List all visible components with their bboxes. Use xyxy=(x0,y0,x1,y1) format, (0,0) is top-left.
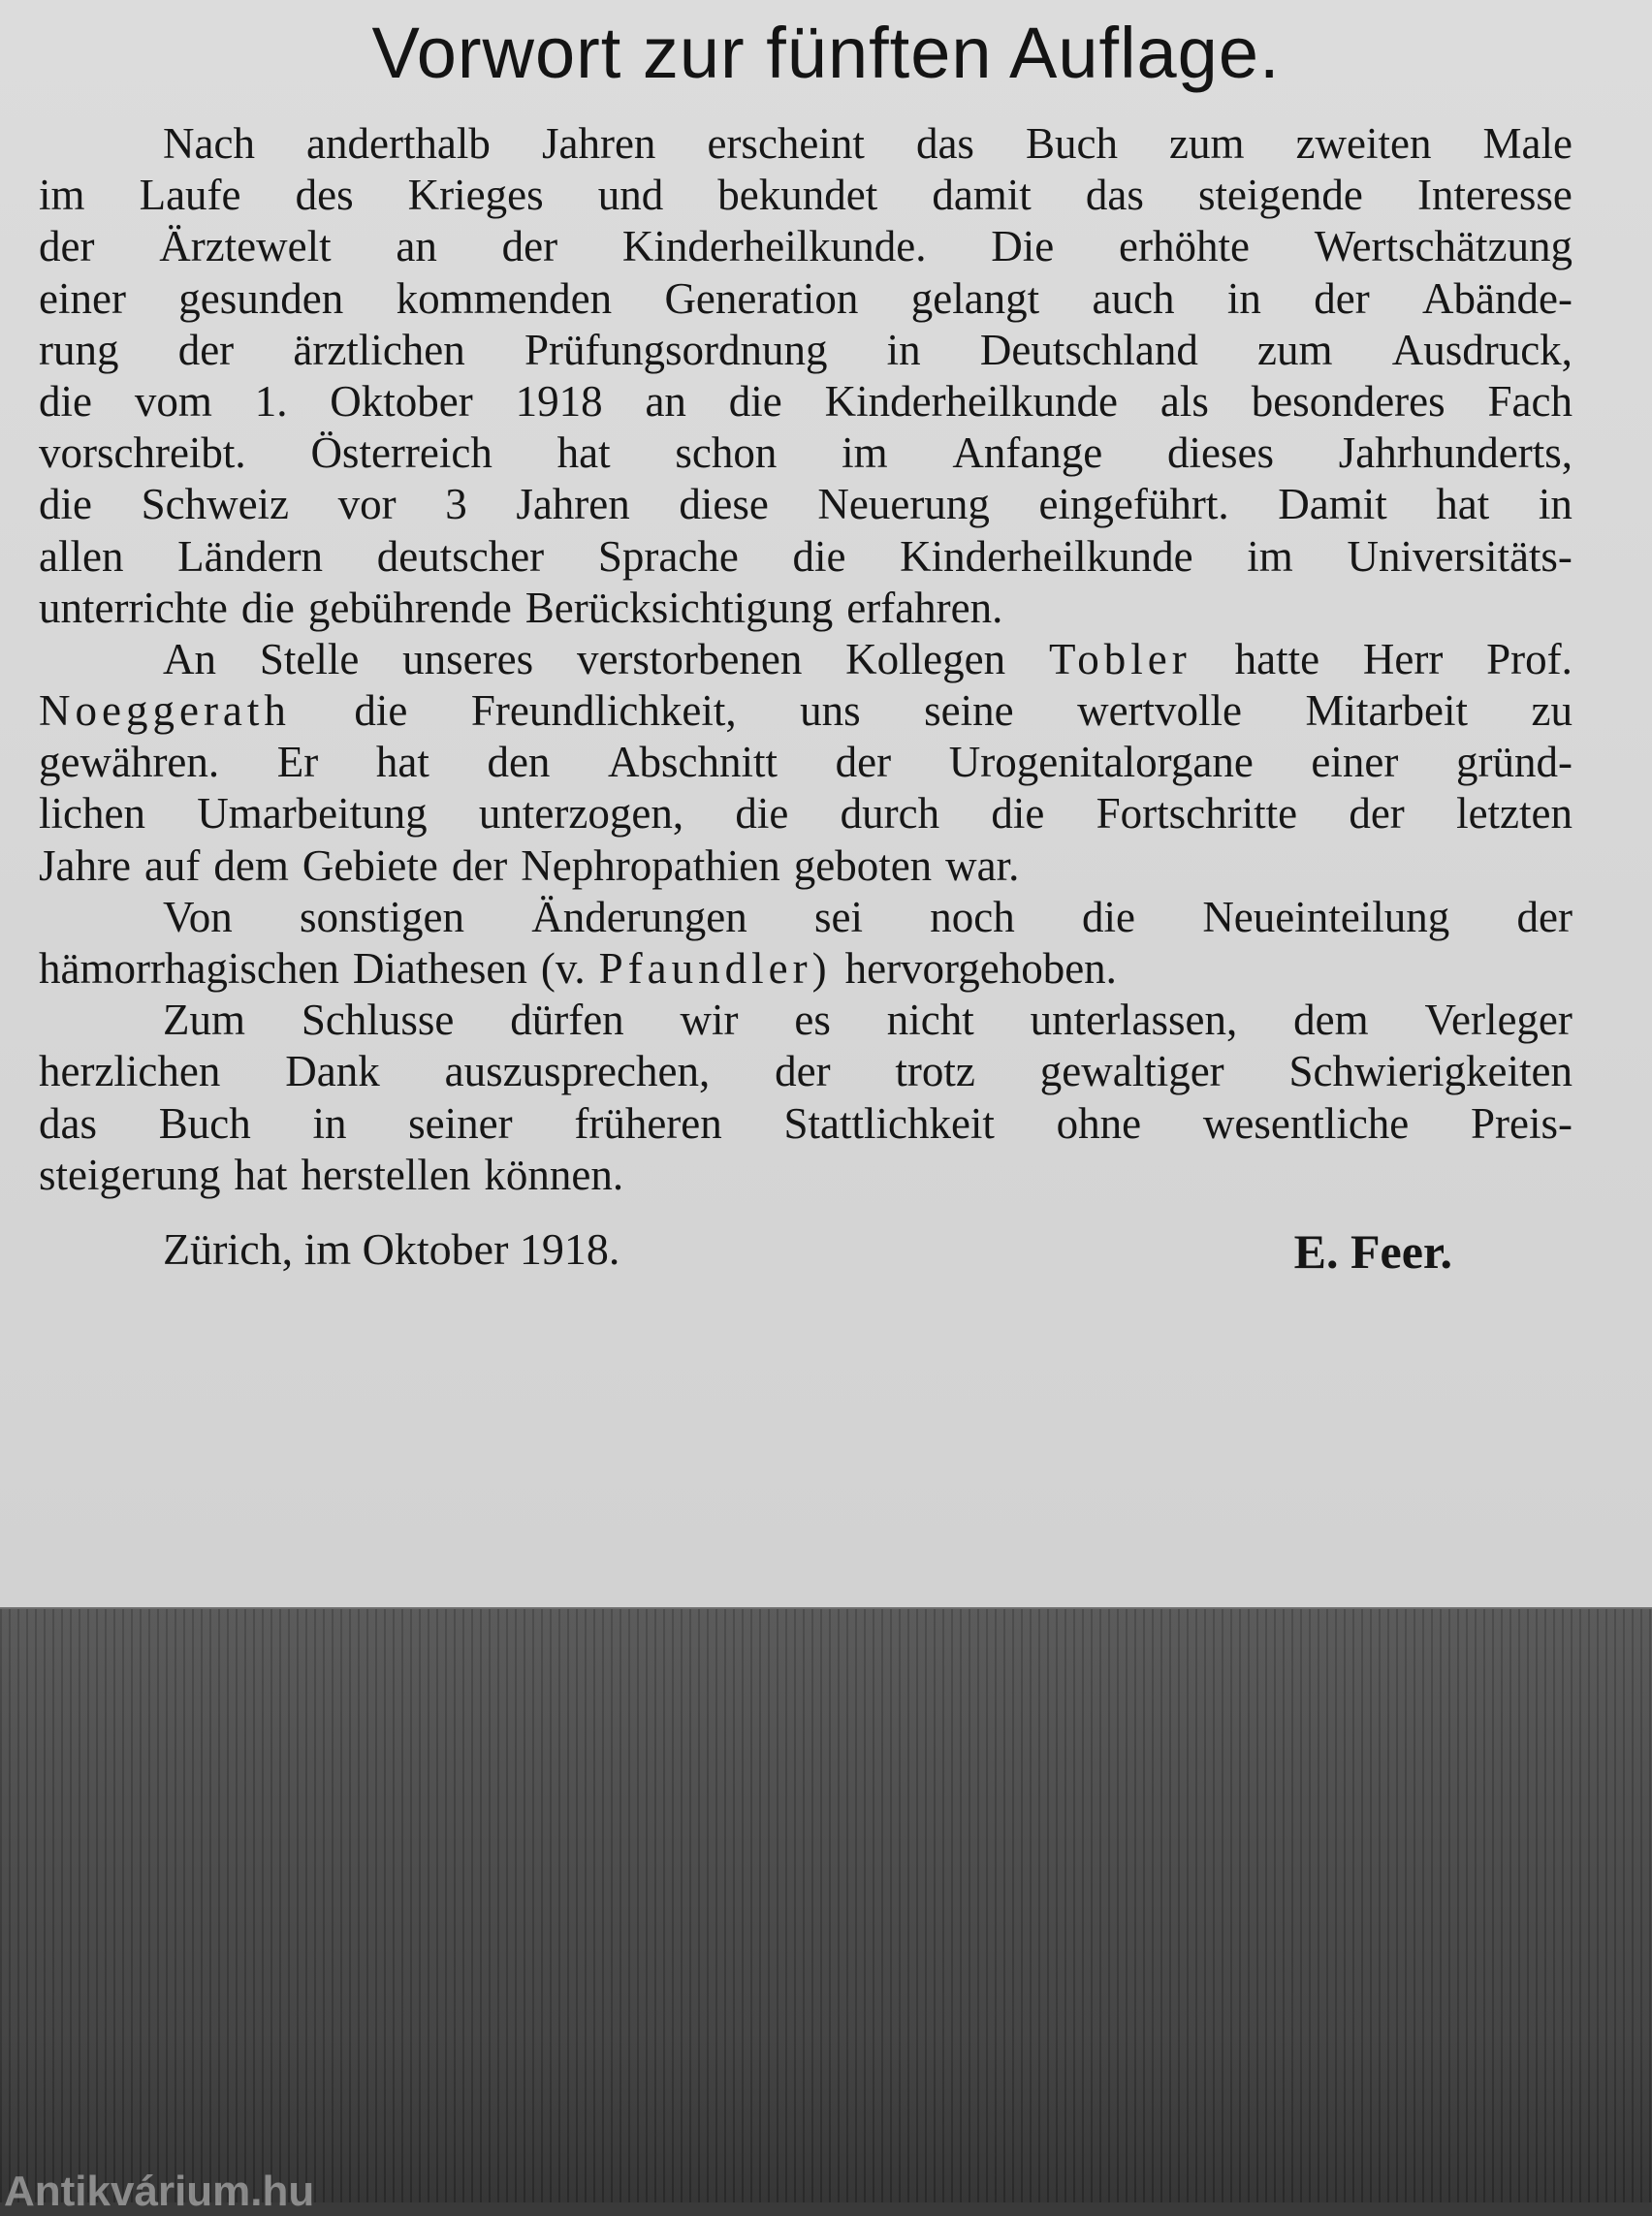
word: lichen xyxy=(39,789,145,839)
word: gewähren. xyxy=(39,738,220,787)
word: Jahrhunderts, xyxy=(1338,428,1573,478)
text-line xyxy=(39,583,1573,634)
word: Stelle xyxy=(259,634,360,683)
word: zum xyxy=(1169,119,1245,168)
word: Fach xyxy=(1487,376,1573,426)
word: und xyxy=(597,171,664,220)
text-line xyxy=(39,118,1573,170)
word: der xyxy=(1314,273,1370,323)
word: Gebiete xyxy=(302,840,438,890)
word: anderthalb xyxy=(306,119,491,168)
word: Die xyxy=(991,222,1055,271)
word: dürfen xyxy=(510,996,624,1045)
word: in xyxy=(1226,273,1261,323)
word: an xyxy=(645,376,686,426)
word: der xyxy=(1349,789,1405,839)
text-line xyxy=(39,273,1573,325)
word: geboten xyxy=(793,840,933,890)
word: hat xyxy=(375,738,429,787)
text-line xyxy=(39,1046,1573,1097)
word: letzten xyxy=(1456,789,1573,839)
word: gebührende xyxy=(307,583,512,632)
word: 3 xyxy=(445,480,467,529)
word: 1918 xyxy=(515,376,603,426)
word: diese xyxy=(679,480,769,529)
word: das xyxy=(1085,171,1144,220)
word: an xyxy=(396,222,437,271)
word: zum xyxy=(1257,325,1333,374)
preface-body xyxy=(39,118,1573,1201)
word: gewaltiger xyxy=(1039,1047,1224,1096)
text-line xyxy=(39,1098,1573,1150)
word: Anfange xyxy=(952,428,1103,478)
word: Jahre xyxy=(39,840,131,890)
word: im xyxy=(39,171,85,220)
word: Krieges xyxy=(407,171,544,220)
word: deutscher xyxy=(376,531,545,581)
word: die xyxy=(728,376,782,426)
word: herstellen xyxy=(301,1150,471,1199)
word: die xyxy=(1082,892,1136,941)
word: Oktober xyxy=(330,376,473,426)
word: die xyxy=(354,686,408,736)
word: die xyxy=(735,789,789,839)
word: seiner xyxy=(408,1098,513,1148)
word: ohne xyxy=(1056,1098,1142,1148)
word: Schwierigkeiten xyxy=(1288,1047,1573,1096)
word: Österreich xyxy=(310,428,492,478)
place-date: Zürich, im Oktober 1918. xyxy=(163,1224,620,1274)
word: im xyxy=(842,428,888,478)
word: Kollegen xyxy=(845,634,1006,683)
word: zu xyxy=(1531,686,1573,736)
word: Freundlichkeit, xyxy=(470,686,737,736)
word: das xyxy=(915,119,974,168)
word: Schlusse xyxy=(301,996,455,1045)
word: steigende xyxy=(1197,171,1363,220)
word: Diathesen xyxy=(352,944,527,993)
word: den xyxy=(487,738,551,787)
word: eingeführt. xyxy=(1038,480,1229,529)
word: Prof. xyxy=(1486,634,1573,683)
word: gesunden xyxy=(178,273,344,323)
word: die xyxy=(39,376,92,426)
word: die xyxy=(39,480,92,529)
text-line xyxy=(39,737,1573,788)
word: vom xyxy=(134,376,212,426)
word: gründ- xyxy=(1455,738,1573,787)
word: der xyxy=(177,325,235,374)
word: hat xyxy=(556,428,611,478)
word: Neuerung xyxy=(817,480,990,529)
word: der xyxy=(835,738,892,787)
word: ärztlichen xyxy=(293,325,465,374)
word: Umarbeitung xyxy=(197,789,428,839)
word: zweiten xyxy=(1295,119,1432,168)
word: Noeggerath xyxy=(39,686,291,736)
word: der xyxy=(1516,892,1573,941)
word: Mitarbeit xyxy=(1305,686,1468,736)
word: Herr xyxy=(1362,634,1444,683)
word: Preis- xyxy=(1471,1098,1573,1148)
word: die xyxy=(991,789,1045,839)
text-line xyxy=(39,531,1573,583)
word: Buch xyxy=(158,1098,251,1148)
word: Sprache xyxy=(597,531,739,581)
word: Stattlichkeit xyxy=(783,1098,995,1148)
text-line xyxy=(39,685,1573,737)
word: auch xyxy=(1092,273,1175,323)
word: wertvolle xyxy=(1077,686,1243,736)
word: des xyxy=(295,171,354,220)
word: Er xyxy=(276,738,319,787)
word: war. xyxy=(945,840,1020,890)
word: der xyxy=(451,840,508,890)
word: Urogenitalorgane xyxy=(948,738,1254,787)
text-line xyxy=(39,1150,1573,1201)
word: trotz xyxy=(895,1047,975,1096)
text-line xyxy=(39,943,1573,995)
word: Kinderheilkunde. xyxy=(621,222,927,271)
word: Buch xyxy=(1025,119,1118,168)
text-line xyxy=(39,840,1573,892)
word: sonstigen xyxy=(299,892,464,941)
word: besonderes xyxy=(1251,376,1446,426)
word: hervorgehoben. xyxy=(844,944,1117,993)
word: gelangt xyxy=(910,273,1040,323)
text-line xyxy=(39,788,1573,839)
word: Kinderheilkunde xyxy=(824,376,1119,426)
word: damit xyxy=(932,171,1032,220)
closing-line xyxy=(163,1223,1452,1280)
word: Male xyxy=(1482,119,1573,168)
word: auszusprechen, xyxy=(444,1047,711,1096)
word: Zum xyxy=(163,996,245,1045)
word: Abschnitt xyxy=(608,738,778,787)
text-line xyxy=(39,634,1573,685)
word: in xyxy=(886,325,921,374)
word: An xyxy=(163,634,216,683)
word: Universitäts- xyxy=(1347,531,1573,581)
word: unterlassen, xyxy=(1030,996,1238,1045)
word: dieses xyxy=(1167,428,1275,478)
word: rung xyxy=(39,325,119,374)
text-line xyxy=(39,221,1573,272)
text-line xyxy=(39,479,1573,530)
word: der xyxy=(775,1047,831,1096)
watermark-text: Antikvárium.hu xyxy=(4,2168,315,2215)
word: Jahren xyxy=(541,119,656,168)
word: 1. xyxy=(254,376,288,426)
word: vor xyxy=(337,480,397,529)
word: unterrichte xyxy=(39,583,228,632)
word: Dank xyxy=(285,1047,380,1096)
page-title: Vorwort zur fünften Auflage. xyxy=(371,13,1281,93)
text-line xyxy=(39,427,1573,479)
word: die xyxy=(792,531,846,581)
word: Interesse xyxy=(1416,171,1573,220)
word: Fortschritte xyxy=(1096,789,1298,839)
word: schon xyxy=(675,428,778,478)
word: Nephropathien xyxy=(521,840,780,890)
word: seine xyxy=(924,686,1014,736)
word: verstorbenen xyxy=(576,634,803,683)
word: Kinderheilkunde xyxy=(900,531,1193,581)
word: Ärztewelt xyxy=(159,222,332,271)
word: sei xyxy=(814,892,863,941)
word: erfahren. xyxy=(846,583,1003,632)
word: allen xyxy=(39,531,124,581)
word: der xyxy=(39,222,95,271)
word: in xyxy=(312,1098,347,1148)
word: durch xyxy=(840,789,940,839)
word: Jahren xyxy=(516,480,630,529)
word: Neueinteilung xyxy=(1202,892,1450,941)
text-line xyxy=(39,995,1573,1046)
word: kommenden xyxy=(396,273,613,323)
word: Nach xyxy=(163,119,255,168)
word: hatte xyxy=(1234,634,1320,683)
word: (v. xyxy=(540,944,586,993)
text-line xyxy=(39,325,1573,376)
word: herzlichen xyxy=(39,1047,221,1096)
text-line xyxy=(39,376,1573,427)
word: hat xyxy=(1436,480,1490,529)
word: bekundet xyxy=(717,171,878,220)
word: Prüfungsordnung xyxy=(524,325,828,374)
word: der xyxy=(501,222,558,271)
word: Laufe xyxy=(139,171,241,220)
word: Berücksichtigung xyxy=(524,583,834,632)
word: steigerung xyxy=(39,1150,221,1199)
word: erscheint xyxy=(707,119,865,168)
word: dem xyxy=(1293,996,1369,1045)
word: Abände- xyxy=(1422,273,1573,323)
word: auf xyxy=(143,840,201,890)
word: die xyxy=(240,583,295,632)
background-surface xyxy=(0,1609,1652,2215)
word: im xyxy=(1247,531,1293,581)
word: früheren xyxy=(574,1098,722,1148)
word: Änderungen xyxy=(531,892,747,941)
word: Schweiz xyxy=(141,480,290,529)
word: vorschreibt. xyxy=(39,428,246,478)
author-signature: E. Feer. xyxy=(1293,1224,1452,1279)
word: erhöhte xyxy=(1119,222,1250,271)
word: unterzogen, xyxy=(478,789,684,839)
word: Damit xyxy=(1278,480,1387,529)
word: hämorrhagischen xyxy=(39,944,339,993)
word: noch xyxy=(930,892,1015,941)
word: Verleger xyxy=(1424,996,1573,1045)
word: Ländern xyxy=(177,531,324,581)
word: einer xyxy=(39,273,126,323)
word: Wertschätzung xyxy=(1314,222,1573,271)
word: hat xyxy=(234,1150,288,1199)
word: Pfaundler) xyxy=(598,944,832,993)
word: Ausdruck, xyxy=(1391,325,1573,374)
word: das xyxy=(39,1098,97,1148)
text-line xyxy=(39,170,1573,221)
word: Tobler xyxy=(1048,634,1191,683)
word: wir xyxy=(680,996,739,1045)
word: Deutschland xyxy=(979,325,1198,374)
word: können. xyxy=(484,1150,624,1199)
word: unseres xyxy=(402,634,534,683)
word: uns xyxy=(800,686,861,736)
word: einer xyxy=(1311,738,1399,787)
word: dem xyxy=(213,840,289,890)
word: es xyxy=(794,996,831,1045)
word: Generation xyxy=(664,273,859,323)
word: als xyxy=(1160,376,1209,426)
word: in xyxy=(1538,480,1573,529)
word: Von xyxy=(163,892,233,941)
word: nicht xyxy=(886,996,974,1045)
text-line xyxy=(39,892,1573,943)
word: wesentliche xyxy=(1202,1098,1410,1148)
